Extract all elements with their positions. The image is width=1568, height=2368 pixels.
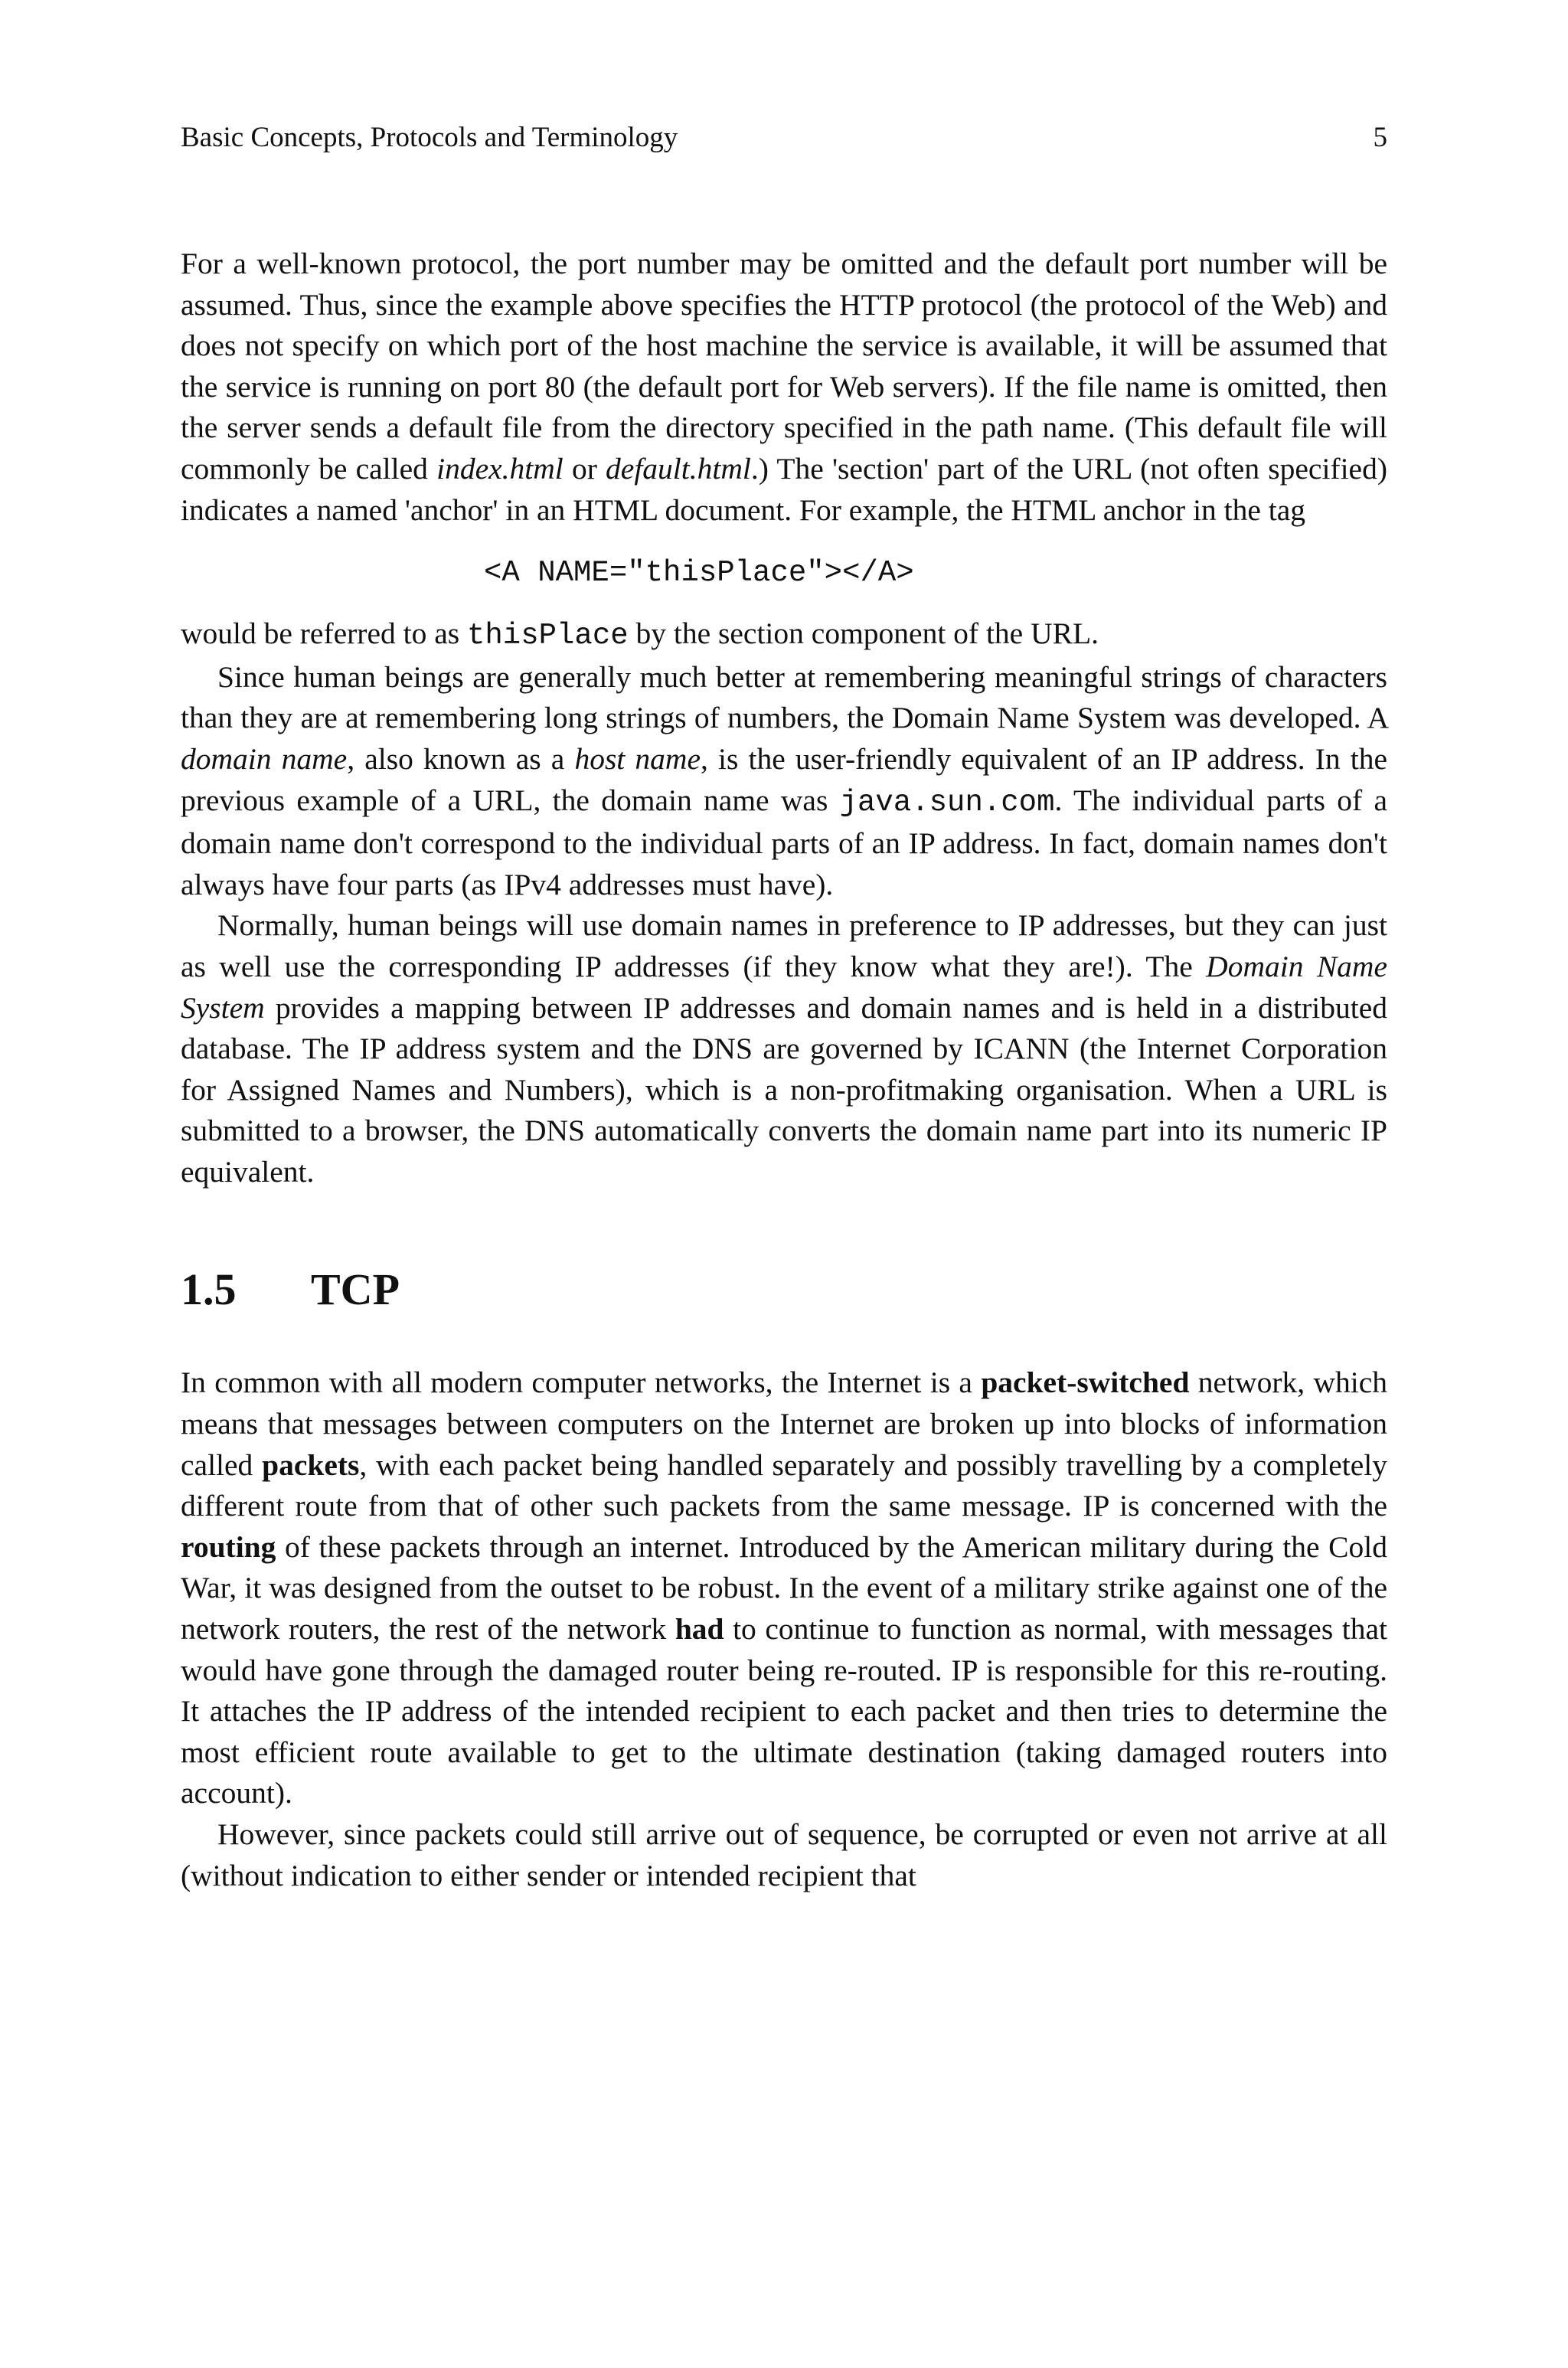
bold-had: had [675, 1612, 724, 1647]
emphasis-domain-name: domain name [181, 741, 348, 776]
text-run: network, which means that messages between computers on the Internet are broken up into blocks of information called [181, 1366, 1387, 1482]
page-number: 5 [1373, 122, 1387, 153]
text-run: to continue to function as normal, with messages that would have gone through the damaged router being re-routed. IP is responsible for this re-routing. It attaches the IP address of the intended recipient to each packet and then tries to determine the most efficient route available to get to the ultimate destination (taking damaged routers into account). [181, 1612, 1387, 1810]
text-run: would be referred to as [181, 617, 467, 651]
bold-routing: routing [181, 1529, 276, 1564]
text-run: or [563, 451, 606, 486]
emphasis-domain-name-system: Domain Name System [181, 949, 1387, 1025]
section-title: TCP [311, 1264, 400, 1315]
text-run: .) The 'section' part of the URL (not often specified) indicates a named 'anchor' in an HTML document. For example, the HTML anchor in the tag [181, 451, 1387, 527]
paragraph-packet-sequence [181, 1814, 1387, 1896]
text-run: . The individual parts of a domain name don't correspond to the individual parts of an IP address. In fact, domain names don't always have four parts (as IPv4 addresses must have). [181, 783, 1387, 901]
paragraph-domain-names [181, 657, 1387, 906]
running-title: Basic Concepts, Protocols and Terminology [181, 122, 678, 153]
bold-packets: packets [262, 1447, 360, 1482]
text-run: provides a mapping between IP addresses and domain names and is held in a distributed database. The IP address system and the DNS are governed by ICANN (the Internet Corporation for Assigned Names and Numbers), which is a non-profitmaking organisation. When a URL is submitted to a browser, the DNS automatically converts the domain name part into its numeric IP equivalent. [181, 990, 1387, 1189]
emphasis-index-html: index.html [436, 451, 564, 486]
paragraph-port-defaults [181, 244, 1387, 531]
paragraph-dns [181, 905, 1387, 1192]
text-run: In common with all modern computer networks, the Internet is a [181, 1366, 982, 1400]
text-run: However, since packets could still arrive out of sequence, be corrupted or even not arrive at all (without indication to either sender or intended recipient that [181, 1817, 1387, 1892]
text-run: by the section component of the URL. [628, 617, 1099, 651]
text-run: , also known as a [347, 741, 575, 776]
text-run: For a well-known protocol, the port number may be omitted and the default port number will be assumed. Thus, since the example above specifies the HTTP protocol (the protocol of the Web) and does not specify on which port of the host machine the service is available, it will be assumed that the service is running on port 80 (the default port for Web servers). If the file name is omitted, then the server sends a default file from the directory specified in the path name. (This default file will commonly be called [181, 247, 1387, 486]
text-run: , is the user-friendly equivalent of an IP address. In the previous example of a URL, the domain name was [181, 741, 1388, 817]
text-run: Normally, human beings will use domain names in preference to IP addresses, but they can just as well use the corresponding IP addresses (if they know what they are!). The [181, 908, 1387, 983]
section-heading [181, 1263, 1387, 1316]
text-run: Since human beings are generally much better at remembering meaningful strings of characters than they are at remembering long strings of numbers, the Domain Name System was developed. A [181, 659, 1387, 735]
bold-packet-switched: packet-switched [981, 1366, 1190, 1400]
code-example-anchor-tag: <A NAME="thisPlace"></A> [484, 556, 914, 590]
paragraph-packet-switching [181, 1362, 1387, 1814]
text-run: , with each packet being handled separately and possibly travelling by a completely different route from that of other such packets from the same message. IP is concerned with the [181, 1447, 1388, 1523]
text-run: of these packets through an internet. Introduced by the American military during the Cold War, it was designed from the outset to be robust. In the event of a military strike against one of the network routers, the rest of the network [181, 1529, 1387, 1647]
inline-code-java-sun-com: java.sun.com [839, 785, 1055, 819]
paragraph-section-component [181, 613, 1387, 657]
inline-code-thisplace: thisPlace [467, 619, 629, 653]
emphasis-default-html: default.html [606, 451, 751, 486]
body-text [181, 244, 1387, 1896]
emphasis-host-name: host name [574, 741, 701, 776]
section-number: 1.5 [181, 1264, 237, 1315]
